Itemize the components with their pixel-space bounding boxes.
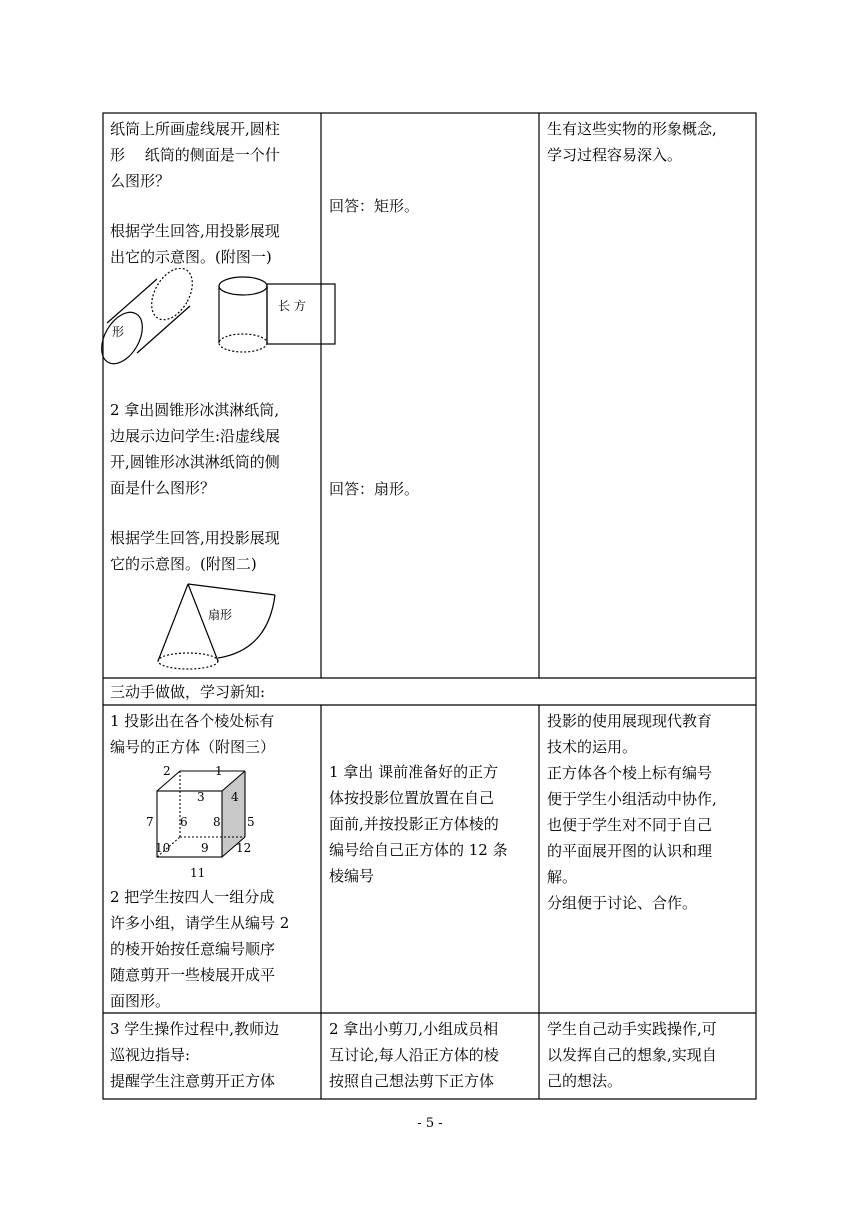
row3-left-guidance: 3 学生操作过程中,教师边 巡视边指导: 提醒学生注意剪开正方体 [110, 1020, 280, 1090]
row1-left-question2: 2 拿出圆锥形冰淇淋纸筒, 边展示边问学生:沿虚线展 开,圆锥形冰淇淋纸筒的侧 面是什么图形？ [110, 401, 281, 497]
row2-right-note: 投影的使用展现现代教育 技术的运用。 正方体各个棱上标有编号 便于学生小组活动中协作, 也便于学生对不同于自己 的平面展开图的认识和理 解。 分组便于讨论、合作。 [547, 712, 717, 912]
row1-middle-answer1: 回答：矩形。 [329, 197, 420, 215]
cube-edge-12: 12 [236, 841, 252, 855]
row2-left-item1: 1 投影出在各个棱处标有 编号的正方体（附图三） [110, 712, 276, 756]
cube-edge-5: 5 [247, 815, 255, 829]
cube-edge-6: 6 [180, 815, 188, 829]
cube-edge-4: 4 [231, 790, 239, 804]
row3-right-note: 学生自己动手实践操作,可 以发挥自己的想象,实现自 己的想法。 [547, 1020, 717, 1090]
row1-right-note: 生有这些实物的形象概念, 学习过程容易深入。 [547, 120, 717, 164]
row2-middle-step: 1 拿出 课前准备好的正方 体按投影位置放置在自己 面前,并按投影正方体棱的 编号给自己正方体的 12 条 棱编号 [329, 763, 508, 885]
figure2-label-sector: 扇形 [208, 608, 233, 622]
section-header: 三动手做做，学习新知: [110, 683, 266, 701]
cube-edge-2: 2 [163, 764, 171, 778]
row1-left-show1: 根据学生回答,用投影展现 出它的示意图。(附图一) [110, 222, 280, 266]
cube-edge-1: 1 [215, 764, 223, 778]
figure1-label-rect-end: 形 [112, 325, 125, 339]
figure1-label-rect: 长 方 [278, 299, 306, 313]
row3-middle-step: 2 拿出小剪刀,小组成员相 互讨论,每人沿正方体的棱 按照自己想法剪下正方体 [329, 1020, 499, 1090]
row1-left-show2: 根据学生回答,用投影展现 它的示意图。(附图二) [110, 529, 280, 573]
cube-edge-8: 8 [213, 815, 221, 829]
figure1-cylinder-unfold [100, 268, 340, 368]
figure2-cone-unfold [150, 578, 290, 673]
cube-edge-10: 10 [155, 841, 171, 855]
cube-edge-9: 9 [201, 841, 209, 855]
page-number: - 5 - [417, 1116, 443, 1131]
row2-left-item2: 2 把学生按四人一组分成 许多小组，请学生从编号 2 的棱开始按任意编号顺序 随意剪开一些棱展开成平 面图形。 [110, 888, 290, 1010]
cube-edge-11: 11 [190, 866, 206, 880]
cube-edge-3: 3 [197, 790, 205, 804]
cube-edge-7: 7 [146, 815, 154, 829]
row1-left-question1: 纸筒上所画虚线展开,圆柱 形 纸筒的侧面是一个什 么图形？ [110, 120, 280, 190]
row1-middle-answer2: 回答：扇形。 [329, 480, 420, 498]
